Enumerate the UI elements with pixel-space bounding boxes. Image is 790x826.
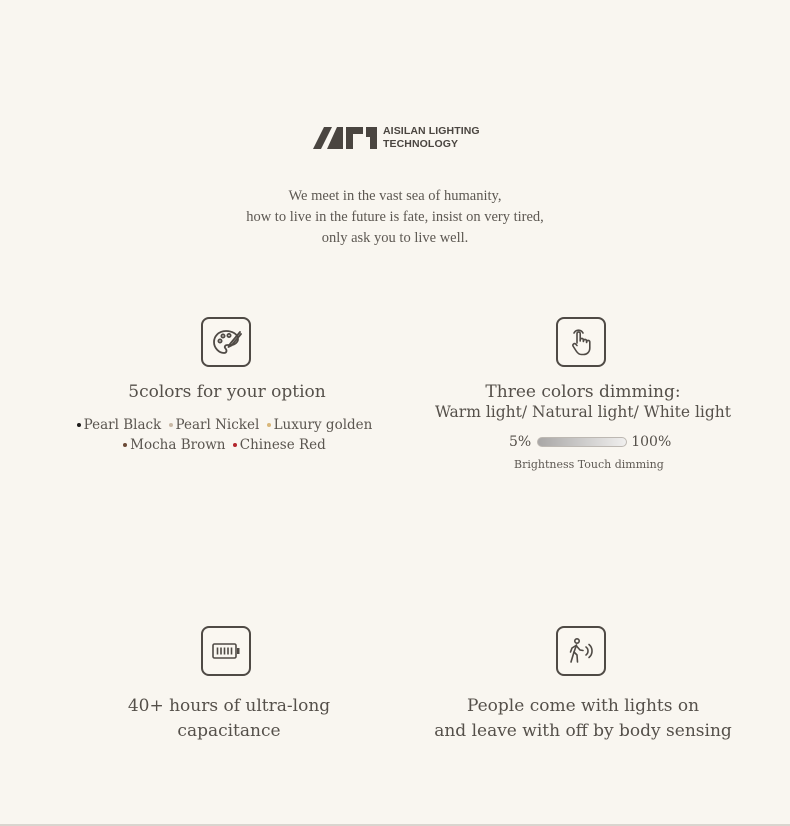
intro-line: only ask you to live well.: [321, 230, 469, 246]
brightness-caption: Brightness Touch dimming: [514, 458, 664, 471]
intro-line: We meet in the vast sea of humanity,: [288, 188, 502, 204]
brightness-max-label: 100%: [631, 434, 672, 450]
colors-title: 5colors for your option: [128, 382, 326, 402]
touch-icon-box: [556, 317, 606, 367]
intro-line: how to live in the future is fate, insist on very tired,: [246, 209, 544, 225]
color-dot-pearl-nickel: [169, 423, 173, 427]
color-dot-chinese-red: [233, 443, 237, 447]
color-option-label: Mocha Brown: [130, 437, 226, 453]
brand-mark-icon: [313, 125, 377, 151]
color-option-label: Pearl Nickel: [175, 417, 260, 433]
sensing-line2: and leave with off by body sensing: [434, 721, 732, 741]
palette-icon-box: [201, 317, 251, 367]
battery-icon-box: [201, 626, 251, 676]
battery-icon: [210, 635, 242, 667]
color-option-label: Chinese Red: [239, 437, 326, 453]
brand-name-line2: TECHNOLOGY: [383, 138, 459, 150]
intro-text: [0, 186, 790, 249]
brightness-gradient-track: [537, 437, 627, 447]
brightness-slider: [509, 434, 671, 450]
color-dot-mocha-brown: [123, 443, 127, 447]
touch-hand-icon: [565, 326, 597, 358]
color-options: [0, 415, 446, 455]
color-dot-pearl-black: [77, 423, 81, 427]
dimming-title: Three colors dimming:: [485, 382, 681, 402]
palette-icon: [210, 326, 242, 358]
brightness-min-label: 5%: [509, 434, 532, 450]
battery-line1: 40+ hours of ultra-long: [127, 696, 331, 716]
brand-name-line1: AISILAN LIGHTING: [383, 125, 480, 137]
sensing-line1: People come with lights on: [466, 696, 700, 716]
color-option-label: Pearl Black: [83, 417, 162, 433]
battery-line2: capacitance: [177, 721, 281, 741]
brand-logo: [313, 125, 480, 151]
color-option-label: Luxury golden: [273, 417, 373, 433]
color-dot-luxury-golden: [267, 423, 271, 427]
sensor-icon-box: [556, 626, 606, 676]
motion-sensor-icon: [565, 635, 597, 667]
dimming-subtitle: Warm light/ Natural light/ White light: [434, 403, 732, 421]
